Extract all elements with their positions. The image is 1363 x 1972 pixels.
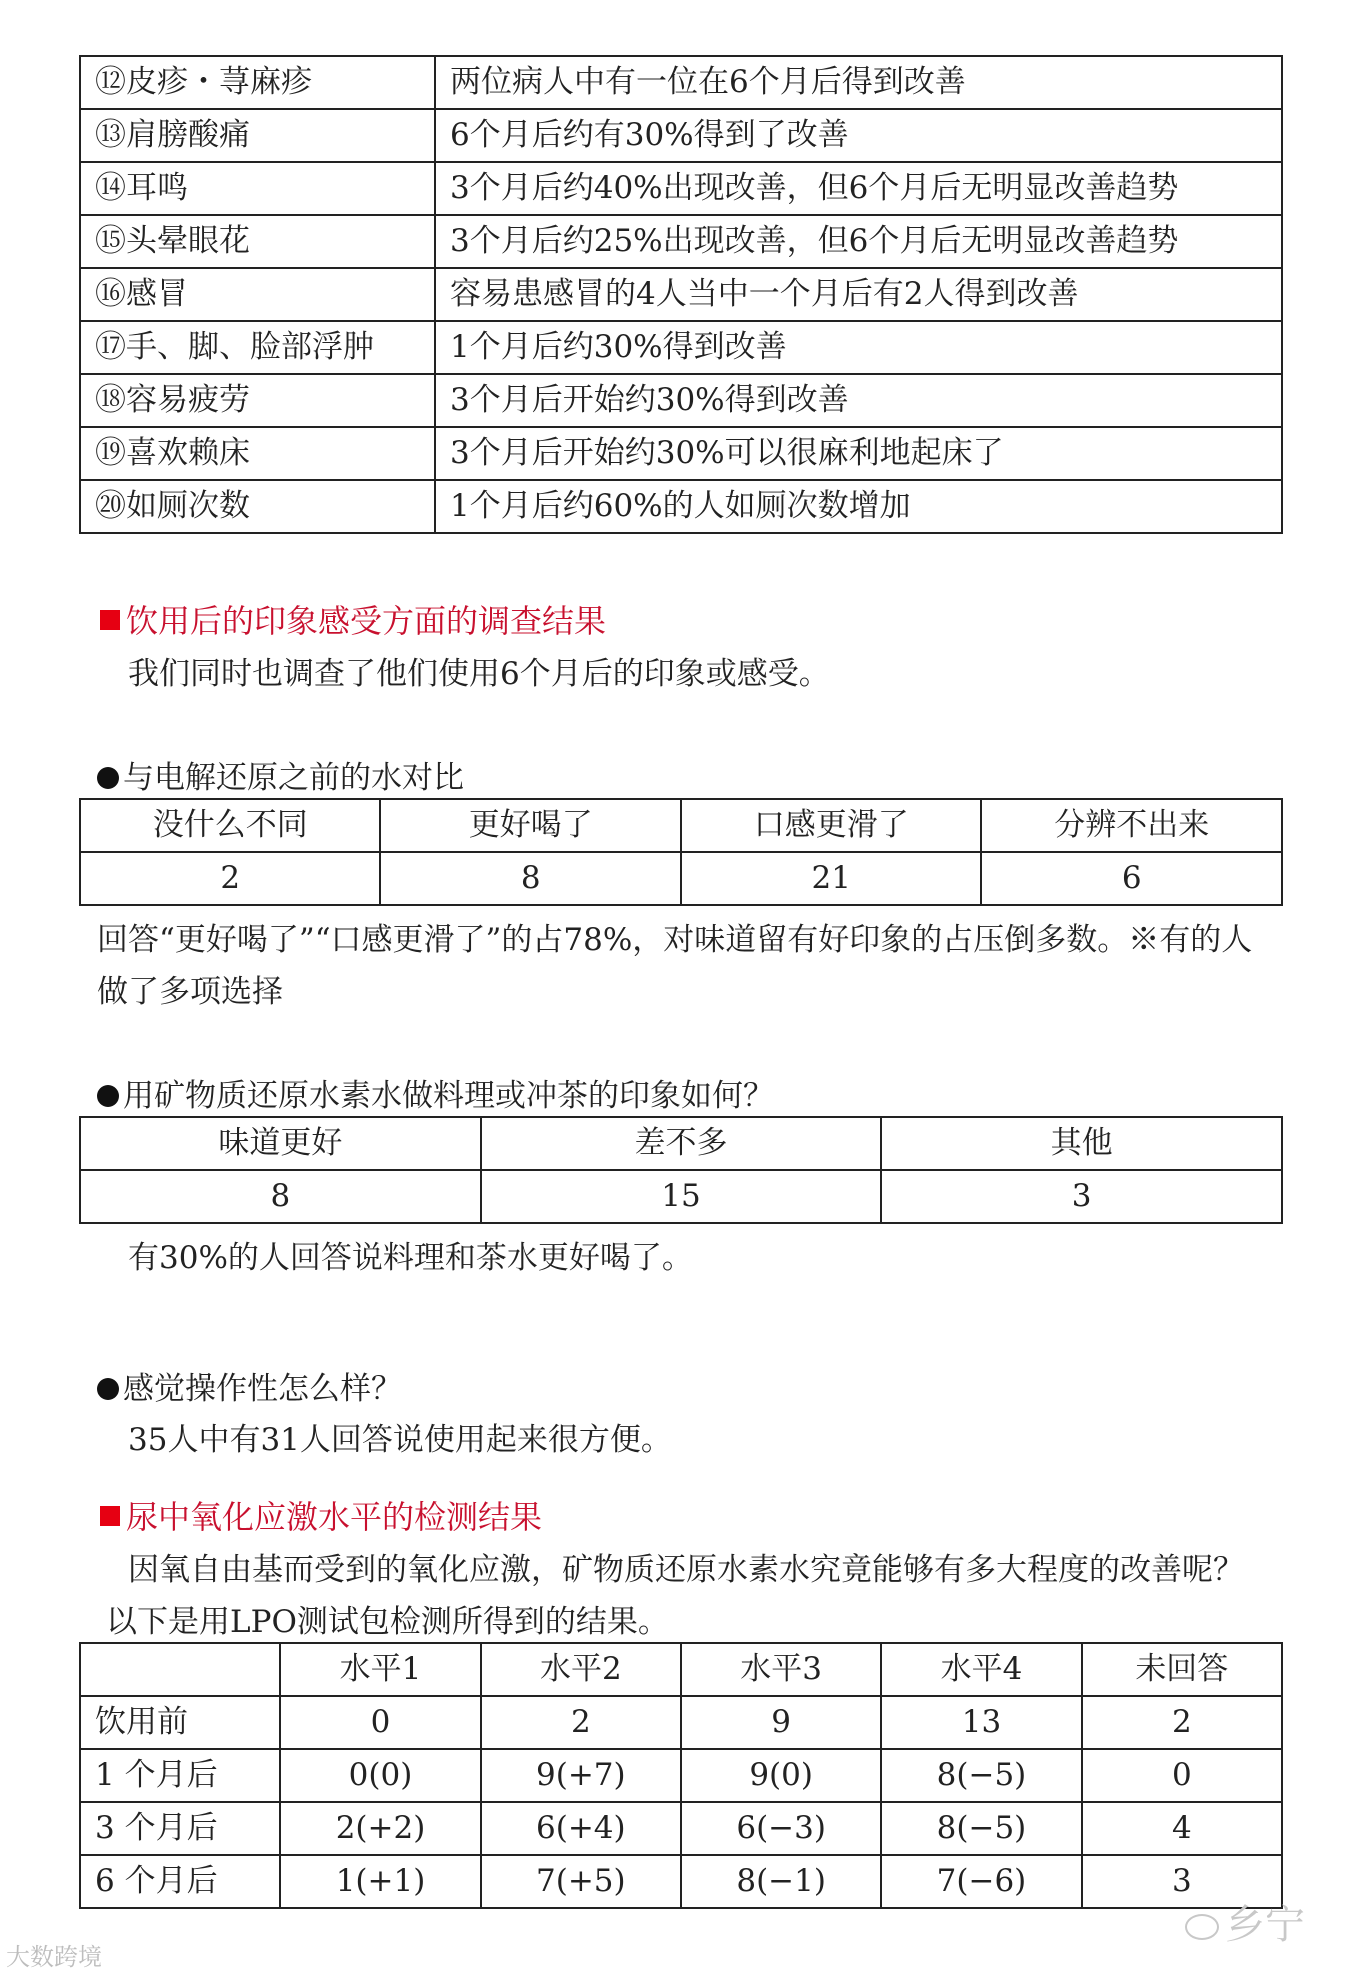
lpo-cell: 8(−1) (681, 1855, 881, 1908)
lpo-heading-text: 尿中氧化应激水平的检测结果 (126, 1498, 543, 1536)
symptom-result: 1个月后约60%的人如厕次数增加 (435, 480, 1282, 533)
lpo-table (79, 1642, 1283, 1909)
lpo-header (80, 1643, 280, 1696)
table-header-row (80, 1643, 1282, 1696)
lpo-row-label: 饮用前 (80, 1696, 280, 1749)
table-row (80, 852, 1282, 905)
lpo-cell: 13 (881, 1696, 1081, 1749)
table-row (80, 268, 1282, 321)
lpo-cell: 9 (681, 1696, 881, 1749)
symptom-result: 3个月后约25%出现改善，但6个月后无明显改善趋势 (435, 215, 1282, 268)
compare-value: 2 (80, 852, 380, 905)
lpo-cell: 4 (1082, 1802, 1282, 1855)
symptom-name: ⑬肩膀酸痛 (80, 109, 435, 162)
lpo-row-label: 1 个月后 (80, 1749, 280, 1802)
lpo-cell: 6(+4) (481, 1802, 681, 1855)
cooking-title (97, 1070, 774, 1115)
compare-header: 口感更滑了 (681, 799, 982, 852)
symptom-name: ⑮头晕眼花 (80, 215, 435, 268)
watermark-right-text: 乡宁 (1225, 1902, 1305, 1948)
symptom-table (79, 55, 1283, 534)
watermark-left (6, 1937, 102, 1972)
table-row (80, 109, 1282, 162)
red-square-icon (100, 1506, 120, 1526)
lpo-cell: 7(+5) (481, 1855, 681, 1908)
symptom-name: ⑳如厕次数 (80, 480, 435, 533)
bullet-icon (97, 1378, 119, 1400)
table-row (80, 1855, 1282, 1908)
table-row (80, 1696, 1282, 1749)
impression-intro: 我们同时也调查了他们使用6个月后的印象或感受。 (128, 656, 830, 692)
cooking-value: 3 (881, 1170, 1282, 1223)
lpo-header: 水平1 (280, 1643, 480, 1696)
table-row (80, 1170, 1282, 1223)
symptom-name: ⑰手、脚、脸部浮肿 (80, 321, 435, 374)
compare-value: 8 (380, 852, 680, 905)
lpo-cell: 2 (481, 1696, 681, 1749)
lpo-cell: 2 (1082, 1696, 1282, 1749)
lpo-intro-line1: 因氧自由基而受到的氧化应激，矿物质还原水素水究竟能够有多大程度的改善呢？ (128, 1552, 1244, 1588)
symptom-result: 6个月后约有30%得到了改善 (435, 109, 1282, 162)
wechat-icon (1185, 1914, 1219, 1940)
lpo-cell: 3 (1082, 1855, 1282, 1908)
compare-title-text: 与电解还原之前的水对比 (123, 760, 464, 796)
lpo-cell: 0 (1082, 1749, 1282, 1802)
lpo-cell: 0(0) (280, 1749, 480, 1802)
symptom-name: ⑫皮疹・荨麻疹 (80, 56, 435, 109)
symptom-result: 3个月后开始约30%可以很麻利地起床了 (435, 427, 1282, 480)
compare-header: 没什么不同 (80, 799, 380, 852)
symptom-result: 3个月后开始约30%得到改善 (435, 374, 1282, 427)
cooking-header: 差不多 (481, 1117, 882, 1170)
symptom-result: 两位病人中有一位在6个月后得到改善 (435, 56, 1282, 109)
compare-header: 分辨不出来 (981, 799, 1282, 852)
bullet-icon (97, 1085, 119, 1107)
lpo-cell: 9(0) (681, 1749, 881, 1802)
table-header-row (80, 1117, 1282, 1170)
cooking-header: 其他 (881, 1117, 1282, 1170)
symptom-name: ⑭耳鸣 (80, 162, 435, 215)
table-row (80, 321, 1282, 374)
lpo-header: 水平4 (881, 1643, 1081, 1696)
compare-note-line1: 回答“更好喝了”“口感更滑了”的占78%，对味道留有好印象的占压倒多数。※有的人 (97, 922, 1253, 958)
symptom-name: ⑱容易疲劳 (80, 374, 435, 427)
cooking-note: 有30%的人回答说料理和茶水更好喝了。 (128, 1240, 693, 1276)
table-row (80, 427, 1282, 480)
table-row (80, 374, 1282, 427)
symptom-result: 容易患感冒的4人当中一个月后有2人得到改善 (435, 268, 1282, 321)
lpo-header: 水平3 (681, 1643, 881, 1696)
table-header-row (80, 799, 1282, 852)
lpo-cell: 9(+7) (481, 1749, 681, 1802)
impression-heading (100, 596, 606, 642)
compare-value: 6 (981, 852, 1282, 905)
lpo-intro-line2: 以下是用LPO测试包检测所得到的结果。 (106, 1604, 669, 1640)
watermark-left-text: 大数跨境 (6, 1943, 102, 1971)
compare-title (97, 752, 464, 797)
cooking-table (79, 1116, 1283, 1224)
cooking-value: 8 (80, 1170, 481, 1223)
lpo-cell: 2(+2) (280, 1802, 480, 1855)
operability-title (97, 1363, 402, 1408)
table-row (80, 162, 1282, 215)
operability-title-text: 感觉操作性怎么样？ (123, 1371, 402, 1407)
lpo-cell: 8(−5) (881, 1749, 1081, 1802)
cooking-header: 味道更好 (80, 1117, 481, 1170)
symptom-result: 1个月后约30%得到改善 (435, 321, 1282, 374)
lpo-header: 未回答 (1082, 1643, 1282, 1696)
lpo-row-label: 6 个月后 (80, 1855, 280, 1908)
lpo-header: 水平2 (481, 1643, 681, 1696)
table-row (80, 1749, 1282, 1802)
cooking-value: 15 (481, 1170, 882, 1223)
watermark-right (1185, 1893, 1305, 1950)
table-row (80, 1802, 1282, 1855)
red-square-icon (100, 610, 120, 630)
cooking-title-text: 用矿物质还原水素水做料理或冲茶的印象如何？ (123, 1078, 774, 1114)
compare-header: 更好喝了 (380, 799, 680, 852)
compare-table (79, 798, 1283, 906)
impression-heading-text: 饮用后的印象感受方面的调查结果 (126, 602, 607, 640)
symptom-name: ⑯感冒 (80, 268, 435, 321)
compare-note-line2: 做了多项选择 (97, 974, 283, 1010)
bullet-icon (97, 767, 119, 789)
lpo-heading (100, 1492, 542, 1538)
lpo-cell: 8(−5) (881, 1802, 1081, 1855)
lpo-cell: 0 (280, 1696, 480, 1749)
table-row (80, 480, 1282, 533)
table-row (80, 56, 1282, 109)
operability-note: 35人中有31人回答说使用起来很方便。 (128, 1422, 672, 1458)
symptom-result: 3个月后约40%出现改善，但6个月后无明显改善趋势 (435, 162, 1282, 215)
lpo-row-label: 3 个月后 (80, 1802, 280, 1855)
table-row (80, 215, 1282, 268)
lpo-cell: 6(−3) (681, 1802, 881, 1855)
lpo-cell: 7(−6) (881, 1855, 1081, 1908)
compare-value: 21 (681, 852, 982, 905)
lpo-cell: 1(+1) (280, 1855, 480, 1908)
symptom-name: ⑲喜欢赖床 (80, 427, 435, 480)
